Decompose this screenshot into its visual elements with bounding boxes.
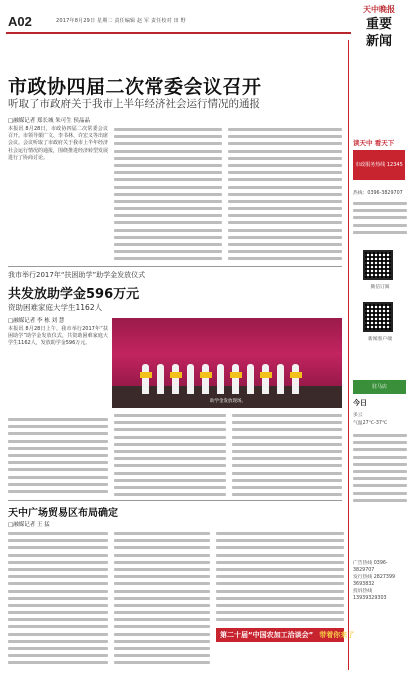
article2-photo xyxy=(112,318,342,408)
weather-temp: 气温27℃-37℃ xyxy=(353,421,388,426)
section-title-line1: 重要 xyxy=(365,17,392,32)
section-title-line2: 新闻 xyxy=(365,34,392,49)
paper-name: 天中晚报 xyxy=(363,4,395,14)
sidebar-head-read: 读天中 看天下 xyxy=(353,139,395,147)
article3-title: 天中广场贸易区布局确定 xyxy=(8,508,118,519)
article1-title: 市政协四届二次常委会议召开 xyxy=(8,76,262,98)
qr-code-icon xyxy=(363,250,393,280)
banner-slogan: 带着你来了 xyxy=(319,631,355,639)
divider xyxy=(8,500,342,501)
article3-column-2 xyxy=(114,530,210,670)
weather-banner: 驻马店 xyxy=(353,380,406,394)
article1-subtitle: 听取了市政府关于我市上半年经济社会运行情况的通报 xyxy=(8,98,260,110)
article2-column-2 xyxy=(114,412,226,498)
sidebar-hotline-box: 市政服务热线 12345 xyxy=(353,150,405,180)
sidebar-weather-list xyxy=(353,432,407,532)
qr-code-icon xyxy=(363,302,393,332)
article2-title: 共发放助学金596万元 xyxy=(8,287,140,302)
bottom-banner xyxy=(216,628,355,642)
sidebar-hotline: 热线：0396-3829707 xyxy=(353,191,403,196)
article1-column-2 xyxy=(114,126,222,264)
article3-column-1 xyxy=(8,530,108,670)
article2-column-3 xyxy=(232,412,342,498)
article1-column-3 xyxy=(228,126,342,264)
article2-subtitle: 资助困难家庭大学生1162人 xyxy=(8,303,103,312)
sidebar-contacts: 广告热线 0396-3829707 发行热线 2827399 3693832 投诉热线 13939329303 xyxy=(353,561,396,601)
divider xyxy=(8,266,342,267)
article2-kicker: 我市举行2017年“扶困助学”助学金发放仪式 xyxy=(8,271,146,279)
article1-lead: 本报讯 8月28日，市政协四届二次常委会议召开。市领导栗广文、李书林、许宏义等出席会议。会议听取了市政府关于我市上半年经济社会运行情况的通报，围绕推进经济转型发展进行了协商讨论。 xyxy=(8,126,109,161)
article2-byline: □融媒记者 李 栋 刘 慧 xyxy=(8,318,65,324)
sidebar xyxy=(348,40,409,670)
page-header xyxy=(6,6,409,36)
article3-column-3 xyxy=(216,530,344,624)
weather-title: 今日 xyxy=(353,399,367,407)
banner-label: 第二十届“中国农加工洽谈会” xyxy=(220,631,314,639)
sidebar-wechat-label: 微信订阅 xyxy=(370,285,390,290)
article2-lead: 本报讯 8月28日上午，我市举行2017年“扶困助学”助学金发放仪式，共资助困难家庭大学生1162人，发放助学金596万元。 xyxy=(8,326,108,347)
article2-column-1b xyxy=(8,416,108,498)
page-number: A02 xyxy=(8,14,32,29)
photo-caption: 助学金发放现场。 xyxy=(210,399,246,404)
weather-condition: 多云 xyxy=(353,413,363,418)
header-rule xyxy=(6,32,351,34)
header-meta: 2017年8月29日 星期二 责任编辑 赵 军 责任校对 田 野 xyxy=(56,18,186,24)
sidebar-app-label: 新闻客户端 xyxy=(368,337,392,342)
article1-byline: □融媒记者 郑长城 朱可生 侯晶晶 xyxy=(8,118,90,124)
article3-byline: □融媒记者 王 猛 xyxy=(8,522,50,528)
sidebar-notes xyxy=(353,200,407,240)
